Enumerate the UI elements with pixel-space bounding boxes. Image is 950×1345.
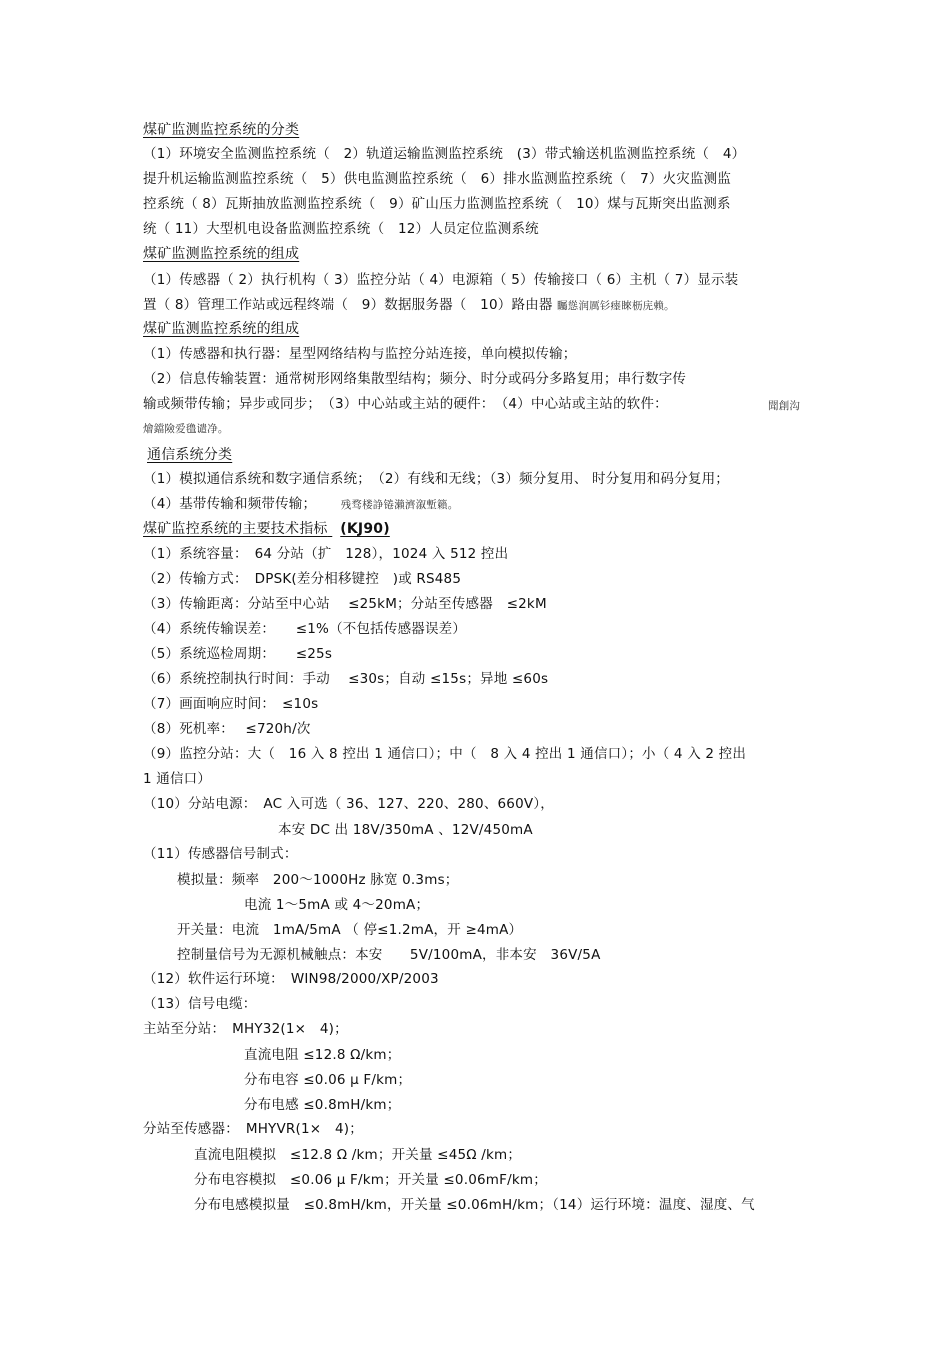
paragraph-line — [143, 495, 458, 514]
noise-text: 残骛楼諍锩瀨濟溆塹籟。 — [340, 499, 459, 511]
spec-line: （7）画面响应时间： ≤10s — [143, 696, 319, 712]
paragraph-line: 提升机运输监测监控系统（ 5）供电监测监控系统（ 6）排水监测监控系统（ 7）火灾监测监 — [143, 171, 732, 187]
section-heading-composition: 煤矿监测监控系统的组成 — [143, 246, 300, 262]
paragraph-line: 控系统（ 8）瓦斯抽放监测监控系统（ 9）矿山压力监测监控系统（ 10）煤与瓦斯突出监测系 — [143, 196, 731, 212]
paragraph-line — [143, 296, 675, 315]
spec-line: 控制量信号为无源机械触点：本安 5V/100mA，非本安 36V/5A — [177, 947, 601, 963]
spec-line: （1）系统容量： 64 分站（扩 128），1024 入 512 控出 — [143, 546, 509, 562]
paragraph-line: （1）模拟通信系统和数字通信系统； （2）有线和无线；（3）频分复用、 时分复用和码分复用； — [143, 471, 730, 487]
paragraph-line: （2）信息传输装置：通常树形网络集散型结构；频分、时分或码分多路复用；串行数字传 — [143, 371, 687, 387]
spec-line: （4）系统传输误差： ≤1%（不包括传感器误差） — [143, 621, 467, 637]
section-heading-communication: 通信系统分类 — [147, 447, 233, 463]
heading-text: 煤矿监控系统的主要技术指标 — [143, 521, 328, 537]
spec-line: 直流电阻 ≤12.8 Ω/km； — [244, 1047, 401, 1063]
spec-line: 主站至分站： MHY32(1× 4)； — [143, 1021, 348, 1037]
section-heading-specs — [143, 520, 390, 538]
spec-line: （9）监控分站：大（ 16 入 8 控出 1 通信口）；中（ 8 入 4 控出 1 通信口）；小（ 4 入 2 控出 — [143, 746, 747, 762]
spec-line: 模拟量：频率 200～1000Hz 脉宽 0.3ms； — [177, 872, 459, 888]
spec-line: 分布电感模拟量 ≤0.8mH/km，开关量 ≤0.06mH/km；（14）运行环境：温度、湿度、气 — [194, 1197, 755, 1213]
spec-line: 分布电容 ≤0.06 μ F/km； — [244, 1072, 412, 1088]
spec-line: （13）信号电缆： — [143, 996, 257, 1012]
spec-line: 本安 DC 出 18V/350mA 、12V/450mA — [278, 822, 533, 838]
paragraph-line: （1）传感器和执行器：星型网络结构与监控分站连接，单向模拟传输； — [143, 346, 577, 362]
line-text: （4）基带传输和频带传输； — [143, 496, 317, 512]
noise-text: 聞創沟 — [768, 400, 801, 412]
spec-line: （10）分站电源： AC 入可选（ 36、127、220、280、660V）， — [143, 796, 554, 812]
paragraph-line: （1）环境安全监测监控系统（ 2）轨道运输监测监控系统 (3）带式输送机监测监控系统（ 4） — [143, 146, 746, 162]
spec-line: 直流电阻模拟 ≤12.8 Ω /km；开关量 ≤45Ω /km； — [194, 1147, 522, 1163]
heading-suffix: (KJ90) — [340, 521, 390, 537]
spec-line: 分布电感 ≤0.8mH/km； — [244, 1097, 401, 1113]
spec-line: 分站至传感器： MHYVR(1× 4)； — [143, 1121, 363, 1137]
paragraph-line: 输或频带传输；异步或同步； （3）中心站或主站的硬件： （4）中心站或主站的软件： — [143, 396, 668, 412]
paragraph-line: （1）传感器（ 2）执行机构（ 3）监控分站（ 4）电源箱（ 5）传输接口（ 6）主机（ 7）显示装 — [143, 272, 739, 288]
spec-line: （8）死机率： ≤720h/次 — [143, 721, 311, 737]
spec-line: （3）传输距离：分站至中心站 ≤25kM；分站至传感器 ≤2kM — [143, 596, 547, 612]
noise-text: 矚慫润厲钐瘗睞枥庑赖。 — [557, 300, 675, 312]
line-text: 置（ 8）管理工作站或远程终端（ 9）数据服务器（ 10）路由器 — [143, 297, 553, 313]
spec-line: （5）系统巡检周期： ≤25s — [143, 646, 333, 662]
section-heading-composition-2: 煤矿监测监控系统的组成 — [143, 321, 300, 337]
section-heading-classification: 煤矿监测监控系统的分类 — [143, 122, 300, 138]
spec-line: 1 通信口） — [143, 771, 212, 787]
spec-line: （12）软件运行环境： WIN98/2000/XP/2003 — [143, 971, 439, 987]
noise-text: 燴鐺險爱氇谴净。 — [143, 423, 229, 435]
spec-line: （11）传感器信号制式： — [143, 846, 298, 862]
spec-line: 开关量：电流 1mA/5mA （ 停≤1.2mA，开 ≥4mA） — [177, 922, 523, 938]
paragraph-line: 统（ 11）大型机电设备监测监控系统（ 12）人员定位监测系统 — [143, 221, 539, 237]
spec-line: 电流 1～5mA 或 4～20mA； — [244, 897, 430, 913]
spec-line: （2）传输方式： DPSK(差分相移键控 )或 RS485 — [143, 571, 462, 587]
spec-line: （6）系统控制执行时间：手动 ≤30s；自动 ≤15s；异地 ≤60s — [143, 671, 549, 687]
spec-line: 分布电容模拟 ≤0.06 μ F/km；开关量 ≤0.06mF/km； — [194, 1172, 547, 1188]
